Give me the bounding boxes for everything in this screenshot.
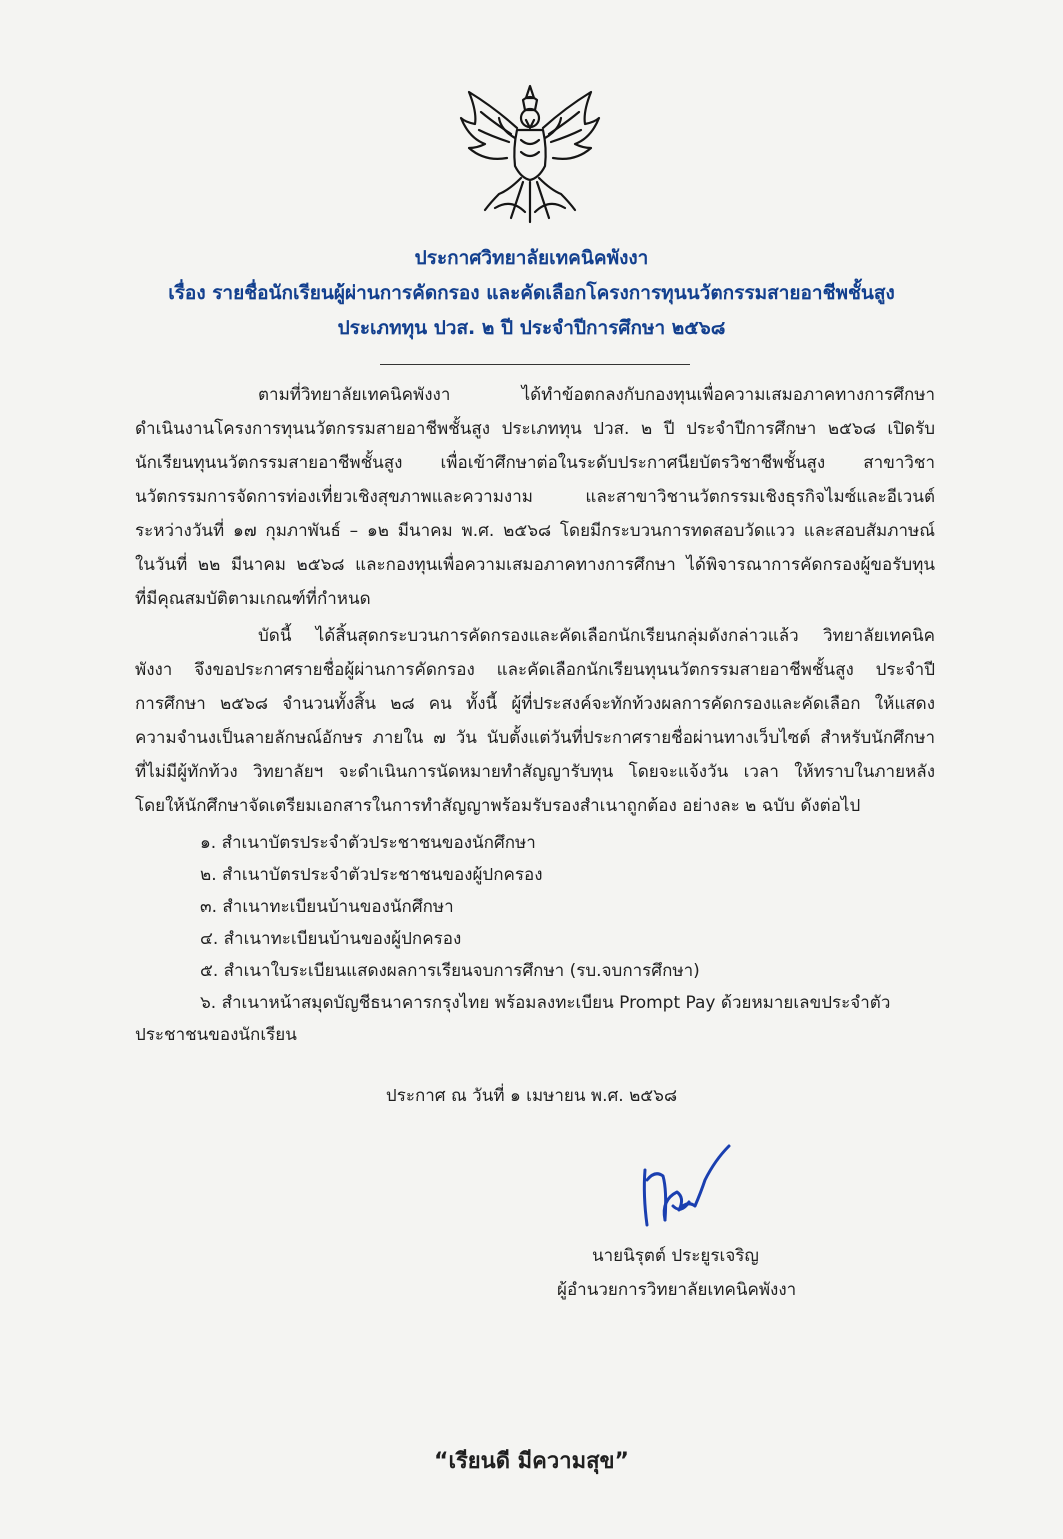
- paragraph-line: โดยให้นักศึกษาจัดเตรียมเอกสารในการทำสัญญาพร้อมรับรองสำเนาถูกต้อง อย่างละ ๒ ฉบับ ดังต่อไป: [135, 796, 861, 816]
- slogan: “เรียนดี มีความสุข”: [433, 1449, 630, 1474]
- paragraph-line: ตามที่วิทยาลัยเทคนิคพังงา ได้ทำข้อตกลงกับกองทุนเพื่อความเสมอภาคทางการศึกษา: [258, 385, 935, 405]
- announcement-subject: เรื่อง รายชื่อนักเรียนผู้ผ่านการคัดกรอง และคัดเลือกโครงการทุนนวัตกรรมสายอาชีพชั้นสูง: [168, 282, 895, 304]
- document-list-item: ๖. สำเนาหน้าสมุดบัญชีธนาคารกรุงไทย พร้อมลงทะเบียน Prompt Pay ด้วยหมายเลขประจำตัว: [200, 993, 891, 1013]
- document-list-item: ๔. สำเนาทะเบียนบ้านของผู้ปกครอง: [200, 929, 462, 949]
- paragraph-line: ความจำนงเป็นลายลักษณ์อักษร ภายใน ๗ วัน นับตั้งแต่วันที่ประกาศรายชื่อผ่านทางเว็บไซต์ สำหรับนักศึกษา: [135, 728, 935, 748]
- announcement-title: ประกาศวิทยาลัยเทคนิคพังงา: [414, 247, 649, 269]
- signer-name: นายนิรุตต์ ประยูรเจริญ: [592, 1246, 759, 1266]
- document-list-item: ๓. สำเนาทะเบียนบ้านของนักศึกษา: [200, 897, 454, 917]
- document-list-item: ๕. สำเนาใบระเบียนแสดงผลการเรียนจบการศึกษา (รบ.จบการศึกษา): [200, 961, 700, 981]
- document-list-item-continued: ประชาชนของนักเรียน: [135, 1025, 297, 1045]
- paragraph-line: ดำเนินงานโครงการทุนนวัตกรรมสายอาชีพชั้นสูง ประเภททุน ปวส. ๒ ปี ประจำปีการศึกษา ๒๕๖๘ เปิดรับ: [135, 419, 935, 439]
- paragraph-line: ที่มีคุณสมบัติตามเกณฑ์ที่กำหนด: [135, 589, 371, 609]
- paragraph-line: บัดนี้ ได้สิ้นสุดกระบวนการคัดกรองและคัดเลือกนักเรียนกลุ่มดังกล่าวแล้ว วิทยาลัยเทคนิค: [258, 626, 935, 646]
- heading-divider: [380, 364, 690, 365]
- paragraph-line: ที่ไม่มีผู้ทักท้วง วิทยาลัยฯ จะดำเนินการนัดหมายทำสัญญารับทุน โดยจะแจ้งวัน เวลา ให้ทราบในภายหลัง: [135, 762, 935, 782]
- paragraph-line: นักเรียนทุนนวัตกรรมสายอาชีพชั้นสูง เพื่อเข้าศึกษาต่อในระดับประกาศนียบัตรวิชาชีพชั้นสูง สาขาวิชา: [135, 453, 935, 473]
- paragraph-line: ระหว่างวันที่ ๑๗ กุมภาพันธ์ – ๑๒ มีนาคม พ.ศ. ๒๕๖๘ โดยมีกระบวนการทดสอบวัดแวว และสอบสัมภาษณ์: [135, 521, 935, 541]
- signature-icon: [625, 1140, 735, 1235]
- document-list-item: ๒. สำเนาบัตรประจำตัวประชาชนของผู้ปกครอง: [200, 865, 543, 885]
- signer-title: ผู้อำนวยการวิทยาลัยเทคนิคพังงา: [557, 1280, 797, 1300]
- announcement-scholarship-type: ประเภททุน ปวส. ๒ ปี ประจำปีการศึกษา ๒๕๖๘: [337, 317, 726, 339]
- paragraph-line: พังงา จึงขอประกาศรายชื่อผู้ผ่านการคัดกรอง และคัดเลือกนักเรียนทุนนวัตกรรมสายอาชีพชั้นสูง ประจำปี: [135, 660, 935, 680]
- paragraph-line: ในวันที่ ๒๒ มีนาคม ๒๕๖๘ และกองทุนเพื่อความเสมอภาคทางการศึกษา ได้พิจารณาการคัดกรองผู้ขอรับทุน: [135, 555, 935, 575]
- paragraph-line: นวัตกรรมการจัดการท่องเที่ยวเชิงสุขภาพและความงาม และสาขาวิชานวัตกรรมเชิงธุรกิจไมซ์และอีเวนต์: [135, 487, 935, 507]
- paragraph-line: การศึกษา ๒๕๖๘ จำนวนทั้งสิ้น ๒๘ คน ทั้งนี้ ผู้ที่ประสงค์จะทักท้วงผลการคัดกรองและคัดเลือก ให้แสดง: [135, 694, 935, 714]
- announcement-date: ประกาศ ณ วันที่ ๑ เมษายน พ.ศ. ๒๕๖๘: [385, 1086, 678, 1106]
- garuda-emblem-icon: [455, 78, 605, 228]
- document-list-item: ๑. สำเนาบัตรประจำตัวประชาชนของนักศึกษา: [200, 833, 536, 853]
